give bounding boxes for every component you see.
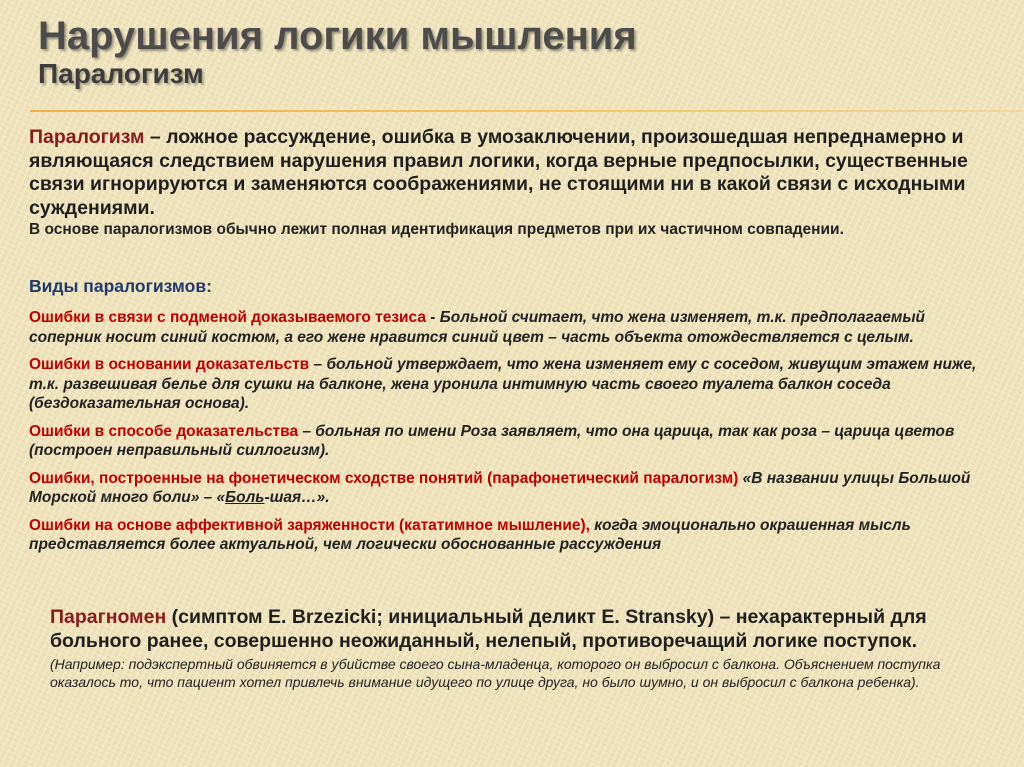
type-label: Ошибки в способе доказательства — [29, 422, 299, 440]
type-item — [29, 469, 999, 508]
type-item — [29, 355, 999, 414]
page-subtitle: Паралогизм — [38, 58, 204, 89]
type-item — [29, 516, 999, 555]
type-label: Ошибки на основе аффективной заряженности (кататимное мышление), — [29, 516, 590, 534]
type-description: – больной утверждает, что жена изменяет ему с соседом, живущим этажем ниже, т.к. развешивая белье для сушки на балконе, жена уронила интимную часть своего туалета балкон соседа (бездоказательная основа). — [29, 356, 977, 412]
type-description-underlined: Боль — [225, 489, 265, 506]
types-list — [29, 308, 999, 563]
types-heading: Виды паралогизмов: — [29, 276, 212, 296]
type-label: Ошибки, построенные на фонетическом сходстве понятий (парафонетический паралогизм) — [29, 469, 739, 487]
type-item — [29, 422, 999, 461]
type-description: «В названии улицы Большой Морской много боли» – « — [29, 469, 971, 506]
type-label: Ошибки в основании доказательств — [29, 356, 310, 373]
type-item — [29, 308, 999, 347]
definition-block — [29, 126, 999, 239]
definition-note: В основе паралогизмов обычно лежит полная идентификация предметов при их частичном совпадении. — [29, 221, 844, 238]
definition-term: Паралогизм — [29, 126, 145, 148]
type-description: – больная по имени Роза заявляет, что она царица, так как роза – царица цветов (построен неправильный силлогизм). — [29, 422, 955, 459]
type-description: когда эмоционально окрашенная мысль представляется более актуальной, чем логически обоснованные рассуждения — [29, 516, 911, 553]
type-label: Ошибки в связи с подменой доказываемого тезиса — [29, 309, 426, 326]
type-description-tail: -шая…». — [264, 489, 330, 506]
paragnomen-term: Парагномен — [50, 606, 167, 628]
paragnomen-example: (Например: подэкспертный обвиняется в убийстве своего сына-младенца, которого он выбросил с балкона. Объяснением поступка оказалось то, что пациент хотел привлечь внимание идущего по улице друга, но было шумно, и он выбросил с балкона ребенка). — [50, 656, 941, 690]
paragnomen-text: (симптом E. Brzezicki; инициальный деликт E. Stransky) – нехарактерный для больного ранее, совершенно неожиданный, нелепый, противоречащий логике поступок. — [50, 606, 927, 652]
paragnomen-definition — [50, 606, 990, 653]
header — [38, 14, 637, 90]
page-title: Нарушения логики мышления — [38, 14, 637, 58]
definition-text: – ложное рассуждение, ошибка в умозаключении, произошедшая непреднамерно и являющаяся следствием нарушения правил логики, когда верные предпосылки, существенные связи игнорируются и заменяются соображениями, не стоящими ни в какой связи с исходными суждениями. — [29, 126, 968, 219]
type-description: - Больной считает, что жена изменяет, т.к. предполагаемый соперник носит синий костюм, а его жене нравится синий цвет – часть объекта отождествляется с целым. — [29, 309, 926, 346]
title-divider — [30, 110, 1024, 112]
paragnomen-block — [50, 606, 990, 691]
